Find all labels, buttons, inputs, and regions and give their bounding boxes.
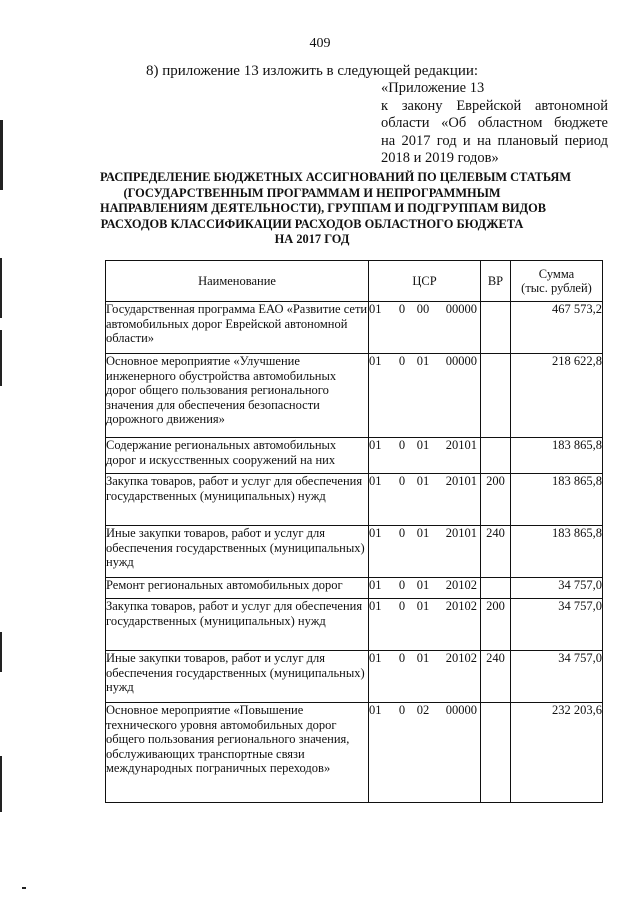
scan-margin-mark bbox=[0, 120, 3, 190]
row-csr-code bbox=[369, 474, 481, 526]
header-vr: ВР bbox=[481, 261, 511, 302]
row-sum: 232 203,6 bbox=[511, 703, 603, 803]
csr-direction: 00000 bbox=[445, 302, 477, 316]
table-row bbox=[106, 474, 603, 526]
csr-program: 01 bbox=[369, 302, 382, 316]
row-vr bbox=[481, 354, 511, 438]
csr-program: 01 bbox=[369, 578, 382, 592]
csr-subprogram: 0 bbox=[398, 302, 406, 316]
row-sum: 34 757,0 bbox=[511, 578, 603, 599]
csr-subprogram: 0 bbox=[398, 526, 406, 540]
row-sum: 183 865,8 bbox=[511, 526, 603, 578]
row-vr bbox=[481, 302, 511, 354]
table-row bbox=[106, 599, 603, 651]
scan-margin-mark bbox=[22, 887, 26, 889]
csr-subprogram: 0 bbox=[398, 354, 406, 368]
table-row bbox=[106, 526, 603, 578]
table-row bbox=[106, 578, 603, 599]
csr-event: 01 bbox=[416, 354, 430, 368]
title-line: (ГОСУДАРСТВЕННЫМ ПРОГРАММАМ И НЕПРОГРАММНЫМ bbox=[123, 185, 501, 200]
appendix-line: 2018 и 2019 годов» bbox=[381, 150, 499, 166]
csr-subprogram: 0 bbox=[398, 703, 406, 717]
csr-direction: 00000 bbox=[445, 703, 477, 717]
csr-program: 01 bbox=[369, 526, 382, 540]
csr-direction: 00000 bbox=[445, 354, 477, 368]
csr-program: 01 bbox=[369, 474, 382, 488]
header-sum bbox=[511, 261, 603, 302]
row-csr-code bbox=[369, 599, 481, 651]
csr-program: 01 bbox=[369, 651, 382, 665]
row-name: Иные закупки товаров, работ и услуг для обеспечения государственных (муниципальных) нужд bbox=[106, 651, 369, 703]
csr-subprogram: 0 bbox=[398, 599, 406, 613]
row-name: Основное мероприятие «Повышение технического уровня автомобильных дорог общего пользования регионального значения, обслуживающих транспортные связи международных пограничных переходов» bbox=[106, 703, 369, 803]
header-csr: ЦСР bbox=[369, 261, 481, 302]
table-row bbox=[106, 703, 603, 803]
row-sum: 34 757,0 bbox=[511, 599, 603, 651]
document-title bbox=[100, 170, 572, 248]
title-line: НА 2017 ГОД bbox=[274, 232, 350, 246]
title-line: РАСПРЕДЕЛЕНИЕ БЮДЖЕТНЫХ АССИГНОВАНИЙ ПО ЦЕЛЕВЫМ СТАТЬЯМ bbox=[100, 170, 572, 184]
csr-event: 01 bbox=[416, 651, 430, 665]
appendix-line: области «Об областном бюджете bbox=[381, 115, 608, 131]
table-row bbox=[106, 438, 603, 474]
scan-margin-mark bbox=[0, 258, 2, 318]
row-name: Ремонт региональных автомобильных дорог bbox=[106, 578, 369, 599]
row-sum: 467 573,2 bbox=[511, 302, 603, 354]
scan-margin-mark bbox=[0, 330, 2, 386]
header-sum-unit: (тыс. рублей) bbox=[521, 281, 592, 295]
row-csr-code bbox=[369, 578, 481, 599]
table-row bbox=[106, 651, 603, 703]
csr-subprogram: 0 bbox=[398, 651, 406, 665]
table-row bbox=[106, 354, 603, 438]
appendix-line: на 2017 год и на плановый период bbox=[381, 132, 608, 149]
csr-event: 01 bbox=[416, 599, 430, 613]
row-vr bbox=[481, 578, 511, 599]
row-vr: 200 bbox=[481, 599, 511, 651]
appendix-line: к закону Еврейской автономной bbox=[381, 97, 608, 114]
amendment-intro: 8) приложение 13 изложить в следующей редакции: bbox=[146, 63, 479, 79]
row-csr-code bbox=[369, 438, 481, 474]
row-name: Закупка товаров, работ и услуг для обеспечения государственных (муниципальных) нужд bbox=[106, 474, 369, 526]
row-name: Основное мероприятие «Улучшение инженерного обустройства автомобильных дорог общего пользования регионального значения для обеспечения безопасности дорожного движения» bbox=[106, 354, 369, 438]
csr-event: 01 bbox=[416, 578, 430, 592]
scan-margin-mark bbox=[0, 632, 2, 672]
csr-event: 01 bbox=[416, 474, 430, 488]
csr-program: 01 bbox=[369, 599, 382, 613]
appendix-line: «Приложение 13 bbox=[381, 80, 485, 96]
row-name: Содержание региональных автомобильных дорог и искусственных сооружений на них bbox=[106, 438, 369, 474]
page-number: 409 bbox=[309, 36, 331, 51]
csr-program: 01 bbox=[369, 438, 382, 452]
row-csr-code bbox=[369, 526, 481, 578]
csr-direction: 20101 bbox=[445, 474, 477, 488]
header-sum-label: Сумма bbox=[538, 266, 575, 281]
row-sum: 183 865,8 bbox=[511, 438, 603, 474]
row-vr: 240 bbox=[481, 526, 511, 578]
csr-subprogram: 0 bbox=[398, 438, 406, 452]
csr-program: 01 bbox=[369, 354, 382, 368]
csr-event: 02 bbox=[416, 703, 430, 717]
row-vr bbox=[481, 703, 511, 803]
csr-direction: 20102 bbox=[445, 599, 477, 613]
header-name: Наименование bbox=[106, 261, 369, 302]
row-csr-code bbox=[369, 651, 481, 703]
csr-subprogram: 0 bbox=[398, 578, 406, 592]
csr-direction: 20101 bbox=[445, 526, 477, 540]
row-vr: 240 bbox=[481, 651, 511, 703]
row-csr-code bbox=[369, 703, 481, 803]
row-vr: 200 bbox=[481, 474, 511, 526]
row-name: Закупка товаров, работ и услуг для обеспечения государственных (муниципальных) нужд bbox=[106, 599, 369, 651]
row-sum: 183 865,8 bbox=[511, 474, 603, 526]
csr-event: 01 bbox=[416, 526, 430, 540]
budget-table bbox=[105, 260, 603, 803]
csr-program: 01 bbox=[369, 703, 382, 717]
row-name: Иные закупки товаров, работ и услуг для обеспечения государственных (муниципальных) нужд bbox=[106, 526, 369, 578]
row-sum: 218 622,8 bbox=[511, 354, 603, 438]
csr-subprogram: 0 bbox=[398, 474, 406, 488]
table-header-row bbox=[106, 261, 603, 302]
csr-direction: 20102 bbox=[445, 651, 477, 665]
row-name: Государственная программа ЕАО «Развитие сети автомобильных дорог Еврейской автономной области» bbox=[106, 302, 369, 354]
title-line: НАПРАВЛЕНИЯМ ДЕЯТЕЛЬНОСТИ), ГРУППАМ И ПОДГРУППАМ ВИДОВ bbox=[100, 201, 547, 215]
appendix-reference bbox=[381, 80, 608, 168]
table-row bbox=[106, 302, 603, 354]
row-csr-code bbox=[369, 302, 481, 354]
csr-event: 01 bbox=[416, 438, 430, 452]
title-line: РАСХОДОВ КЛАССИФИКАЦИИ РАСХОДОВ ОБЛАСТНОГО БЮДЖЕТА bbox=[100, 216, 524, 231]
csr-event: 00 bbox=[416, 302, 430, 316]
row-csr-code bbox=[369, 354, 481, 438]
csr-direction: 20101 bbox=[445, 438, 477, 452]
row-vr bbox=[481, 438, 511, 474]
scan-margin-mark bbox=[0, 756, 2, 812]
row-sum: 34 757,0 bbox=[511, 651, 603, 703]
csr-direction: 20102 bbox=[445, 578, 477, 592]
